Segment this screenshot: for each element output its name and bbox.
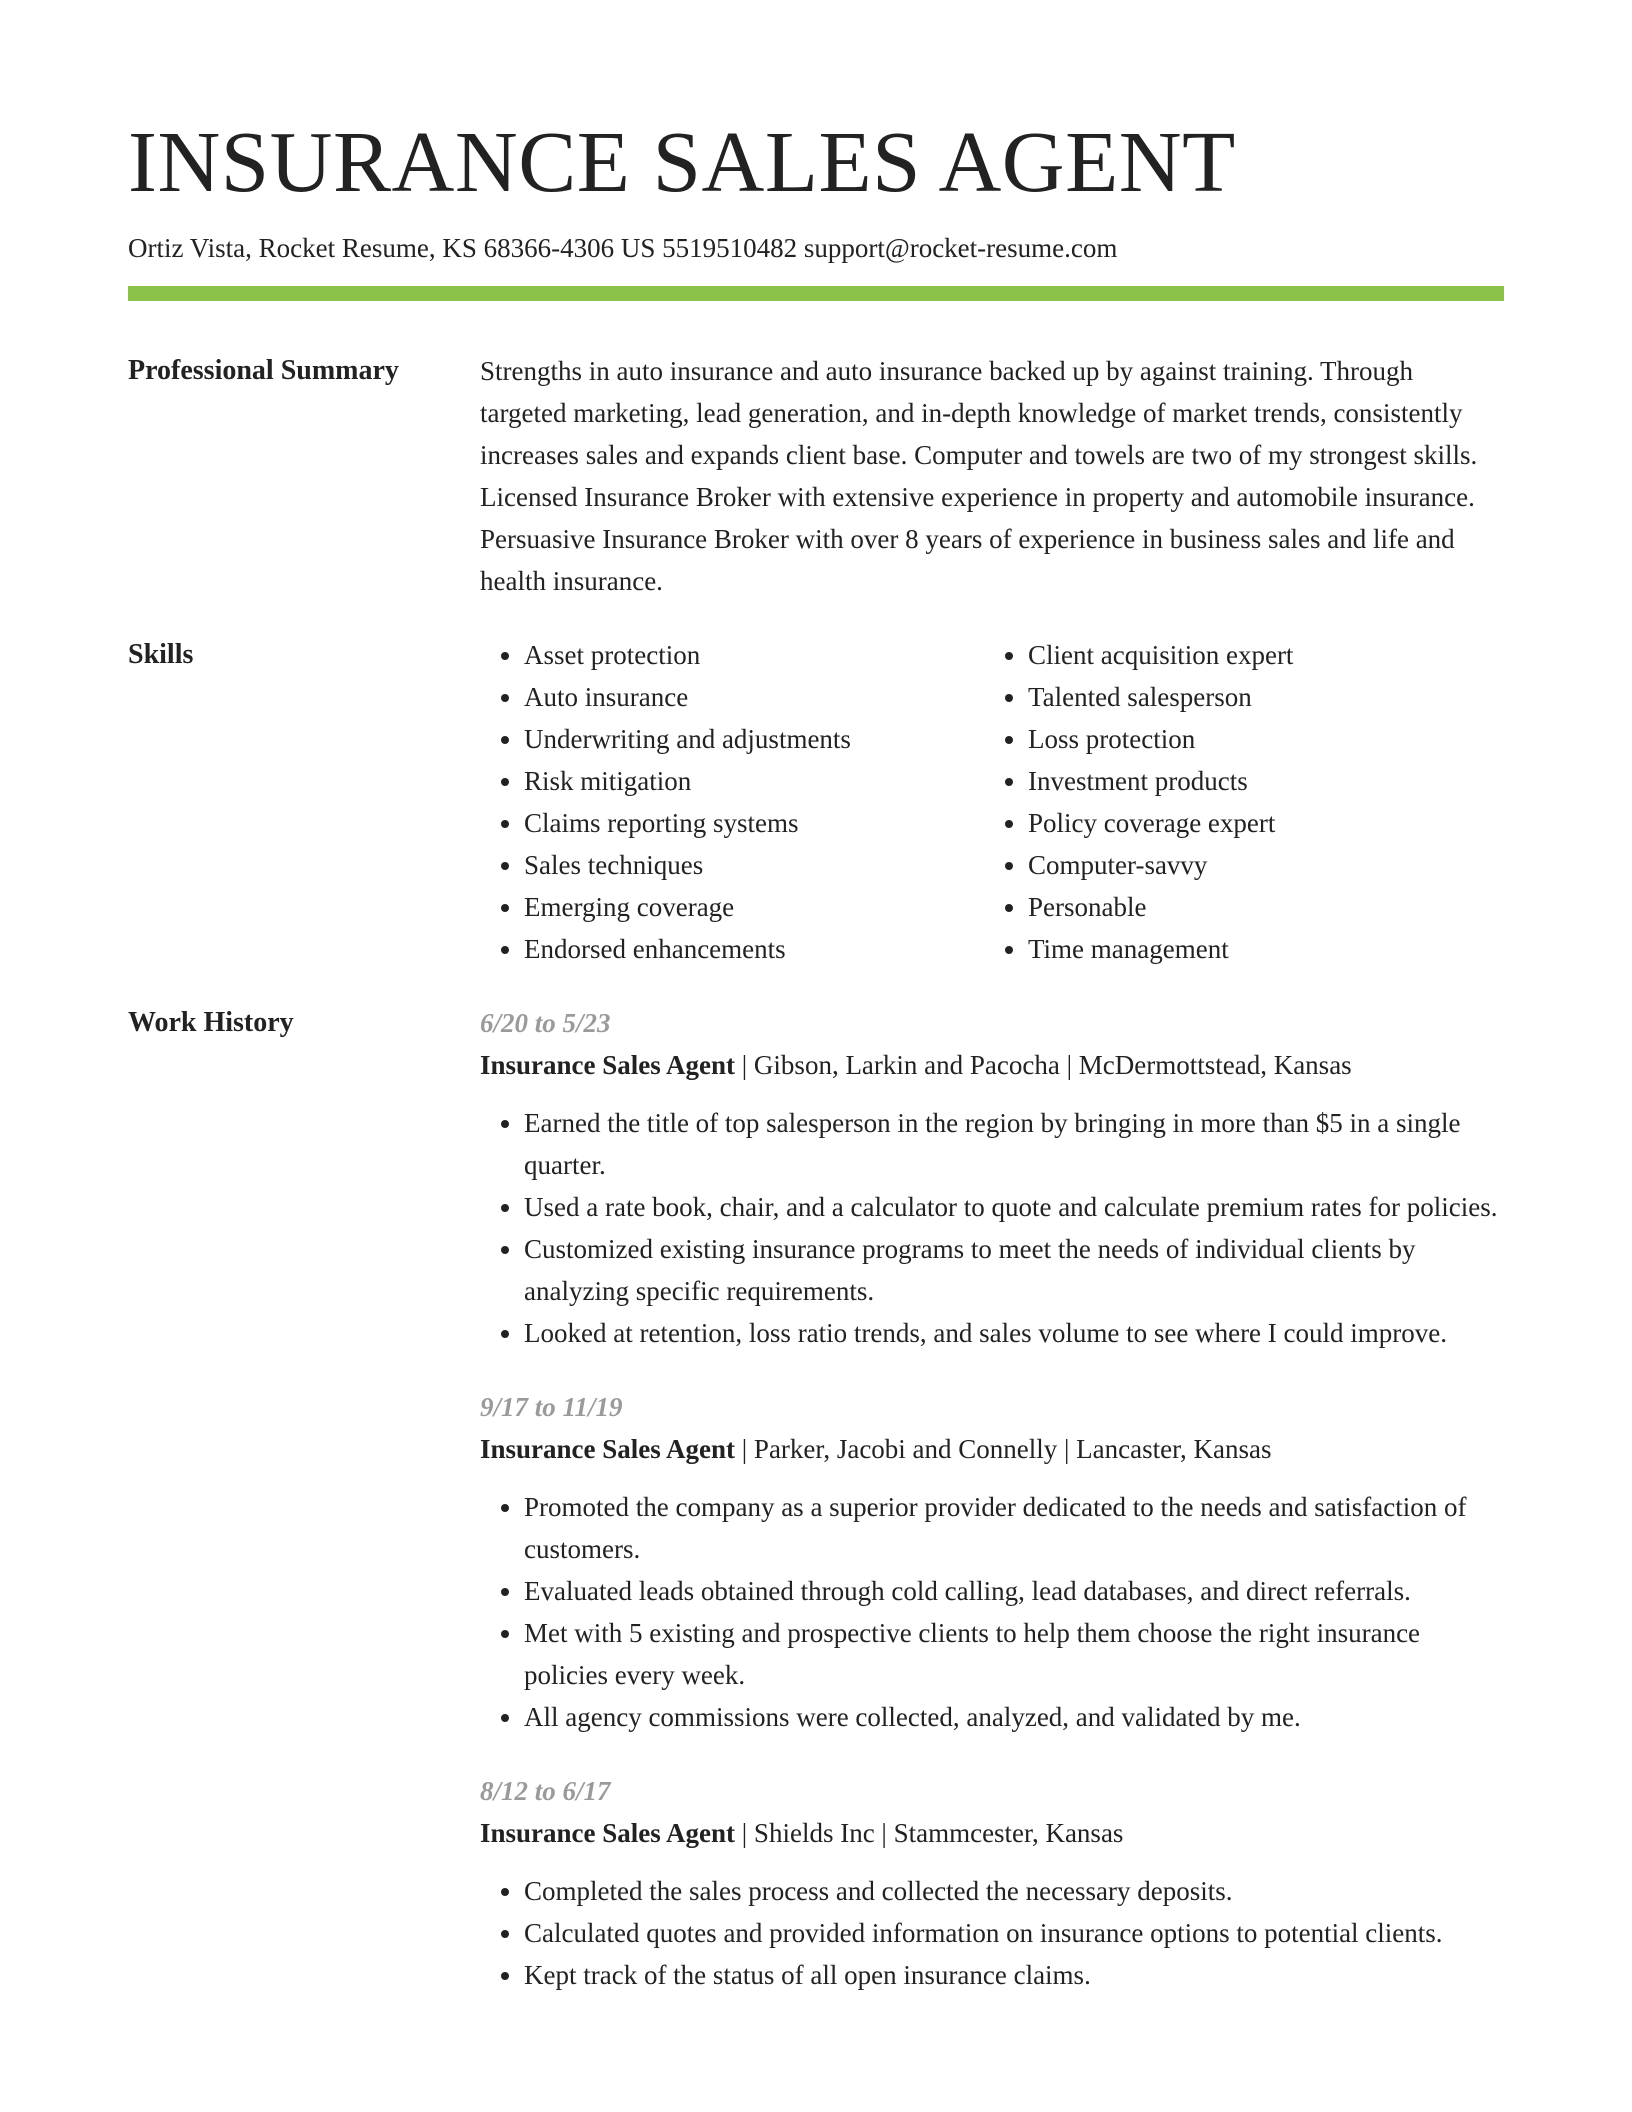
job-heading bbox=[480, 1812, 1504, 1854]
skills-body bbox=[480, 634, 1504, 970]
skills-list-left bbox=[480, 634, 984, 970]
skill-item: • Loss protection bbox=[1028, 718, 1488, 760]
work-body bbox=[480, 1002, 1504, 2028]
job-bullet: • Kept track of the status of all open insurance claims. bbox=[524, 1954, 1504, 1996]
skill-item: • Policy coverage expert bbox=[1028, 802, 1488, 844]
skill-item: • Endorsed enhancements bbox=[524, 928, 984, 970]
job-heading bbox=[480, 1428, 1504, 1470]
section-label: Professional Summary bbox=[128, 355, 399, 386]
job-bullet: • Calculated quotes and provided information on insurance options to potential clients. bbox=[524, 1912, 1504, 1954]
job-details: | Parker, Jacobi and Connelly | Lancaster, Kansas bbox=[735, 1434, 1272, 1464]
job-bullet: • Promoted the company as a superior provider dedicated to the needs and satisfaction of customers. bbox=[524, 1486, 1504, 1570]
summary-body bbox=[480, 350, 1504, 602]
job-bullets bbox=[480, 1102, 1504, 1354]
job-bullet: • Completed the sales process and collected the necessary deposits. bbox=[524, 1870, 1504, 1912]
job-role: Insurance Sales Agent bbox=[480, 1050, 736, 1080]
job-entry bbox=[480, 1002, 1504, 1354]
job-bullet: • Used a rate book, chair, and a calculator to quote and calculate premium rates for policies. bbox=[524, 1186, 1504, 1228]
job-dates: 6/20 to 5/23 bbox=[480, 1008, 611, 1038]
skill-item: • Investment products bbox=[1028, 760, 1488, 802]
skill-item: • Time management bbox=[1028, 928, 1488, 970]
job-details: | Gibson, Larkin and Pacocha | McDermottstead, Kansas bbox=[735, 1050, 1352, 1080]
skills-list-right bbox=[984, 634, 1488, 970]
skill-item: • Asset protection bbox=[524, 634, 984, 676]
job-bullet: • All agency commissions were collected, analyzed, and validated by me. bbox=[524, 1696, 1504, 1738]
job-dates: 8/12 to 6/17 bbox=[480, 1776, 611, 1806]
skill-item: • Sales techniques bbox=[524, 844, 984, 886]
job-entry bbox=[480, 1770, 1504, 1996]
skill-item: • Emerging coverage bbox=[524, 886, 984, 928]
job-entry bbox=[480, 1386, 1504, 1738]
job-bullet: • Earned the title of top salesperson in the region by bringing in more than $5 in a single quarter. bbox=[524, 1102, 1504, 1186]
resume-content bbox=[128, 350, 1504, 2060]
job-bullets bbox=[480, 1870, 1504, 1996]
resume-title: INSURANCE SALES AGENT bbox=[128, 113, 1236, 210]
job-heading bbox=[480, 1044, 1504, 1086]
skill-item: • Talented salesperson bbox=[1028, 676, 1488, 718]
job-dates: 9/17 to 11/19 bbox=[480, 1392, 623, 1422]
skill-item: • Auto insurance bbox=[524, 676, 984, 718]
job-role: Insurance Sales Agent bbox=[480, 1434, 736, 1464]
section-label: Skills bbox=[128, 639, 194, 670]
job-bullet: • Customized existing insurance programs to meet the needs of individual clients by analyzing specific requirements. bbox=[524, 1228, 1504, 1312]
job-bullet: • Met with 5 existing and prospective clients to help them choose the right insurance policies every week. bbox=[524, 1612, 1504, 1696]
job-bullet: • Evaluated leads obtained through cold calling, lead databases, and direct referrals. bbox=[524, 1570, 1504, 1612]
skill-item: • Personable bbox=[1028, 886, 1488, 928]
job-bullet: • Looked at retention, loss ratio trends, and sales volume to see where I could improve. bbox=[524, 1312, 1504, 1354]
section-label: Work History bbox=[128, 1007, 294, 1038]
skill-item: • Risk mitigation bbox=[524, 760, 984, 802]
job-details: | Shields Inc | Stammcester, Kansas bbox=[735, 1818, 1124, 1848]
skill-item: • Client acquisition expert bbox=[1028, 634, 1488, 676]
skills-section bbox=[128, 634, 1504, 970]
summary-section bbox=[128, 350, 1504, 602]
skill-item: • Underwriting and adjustments bbox=[524, 718, 984, 760]
work-section bbox=[128, 1002, 1504, 2028]
contact-line: Ortiz Vista, Rocket Resume, KS 68366-4306 US 5519510482 support@rocket-resume.com bbox=[128, 233, 1118, 263]
job-role: Insurance Sales Agent bbox=[480, 1818, 736, 1848]
job-bullets bbox=[480, 1486, 1504, 1738]
accent-divider bbox=[128, 286, 1504, 301]
skill-item: • Claims reporting systems bbox=[524, 802, 984, 844]
skill-item: • Computer-savvy bbox=[1028, 844, 1488, 886]
summary-text: Strengths in auto insurance and auto insurance backed up by against training. Through targeted marketing, lead generation, and in-depth knowledge of market trends, consistently increases sales and expands client base. Computer and towels are two of my strongest skills. Licensed Insurance Broker with extensive experience in property and automobile insurance. Persuasive Insurance Broker with over 8 years of experience in business sales and life and health insurance. bbox=[480, 356, 1478, 596]
